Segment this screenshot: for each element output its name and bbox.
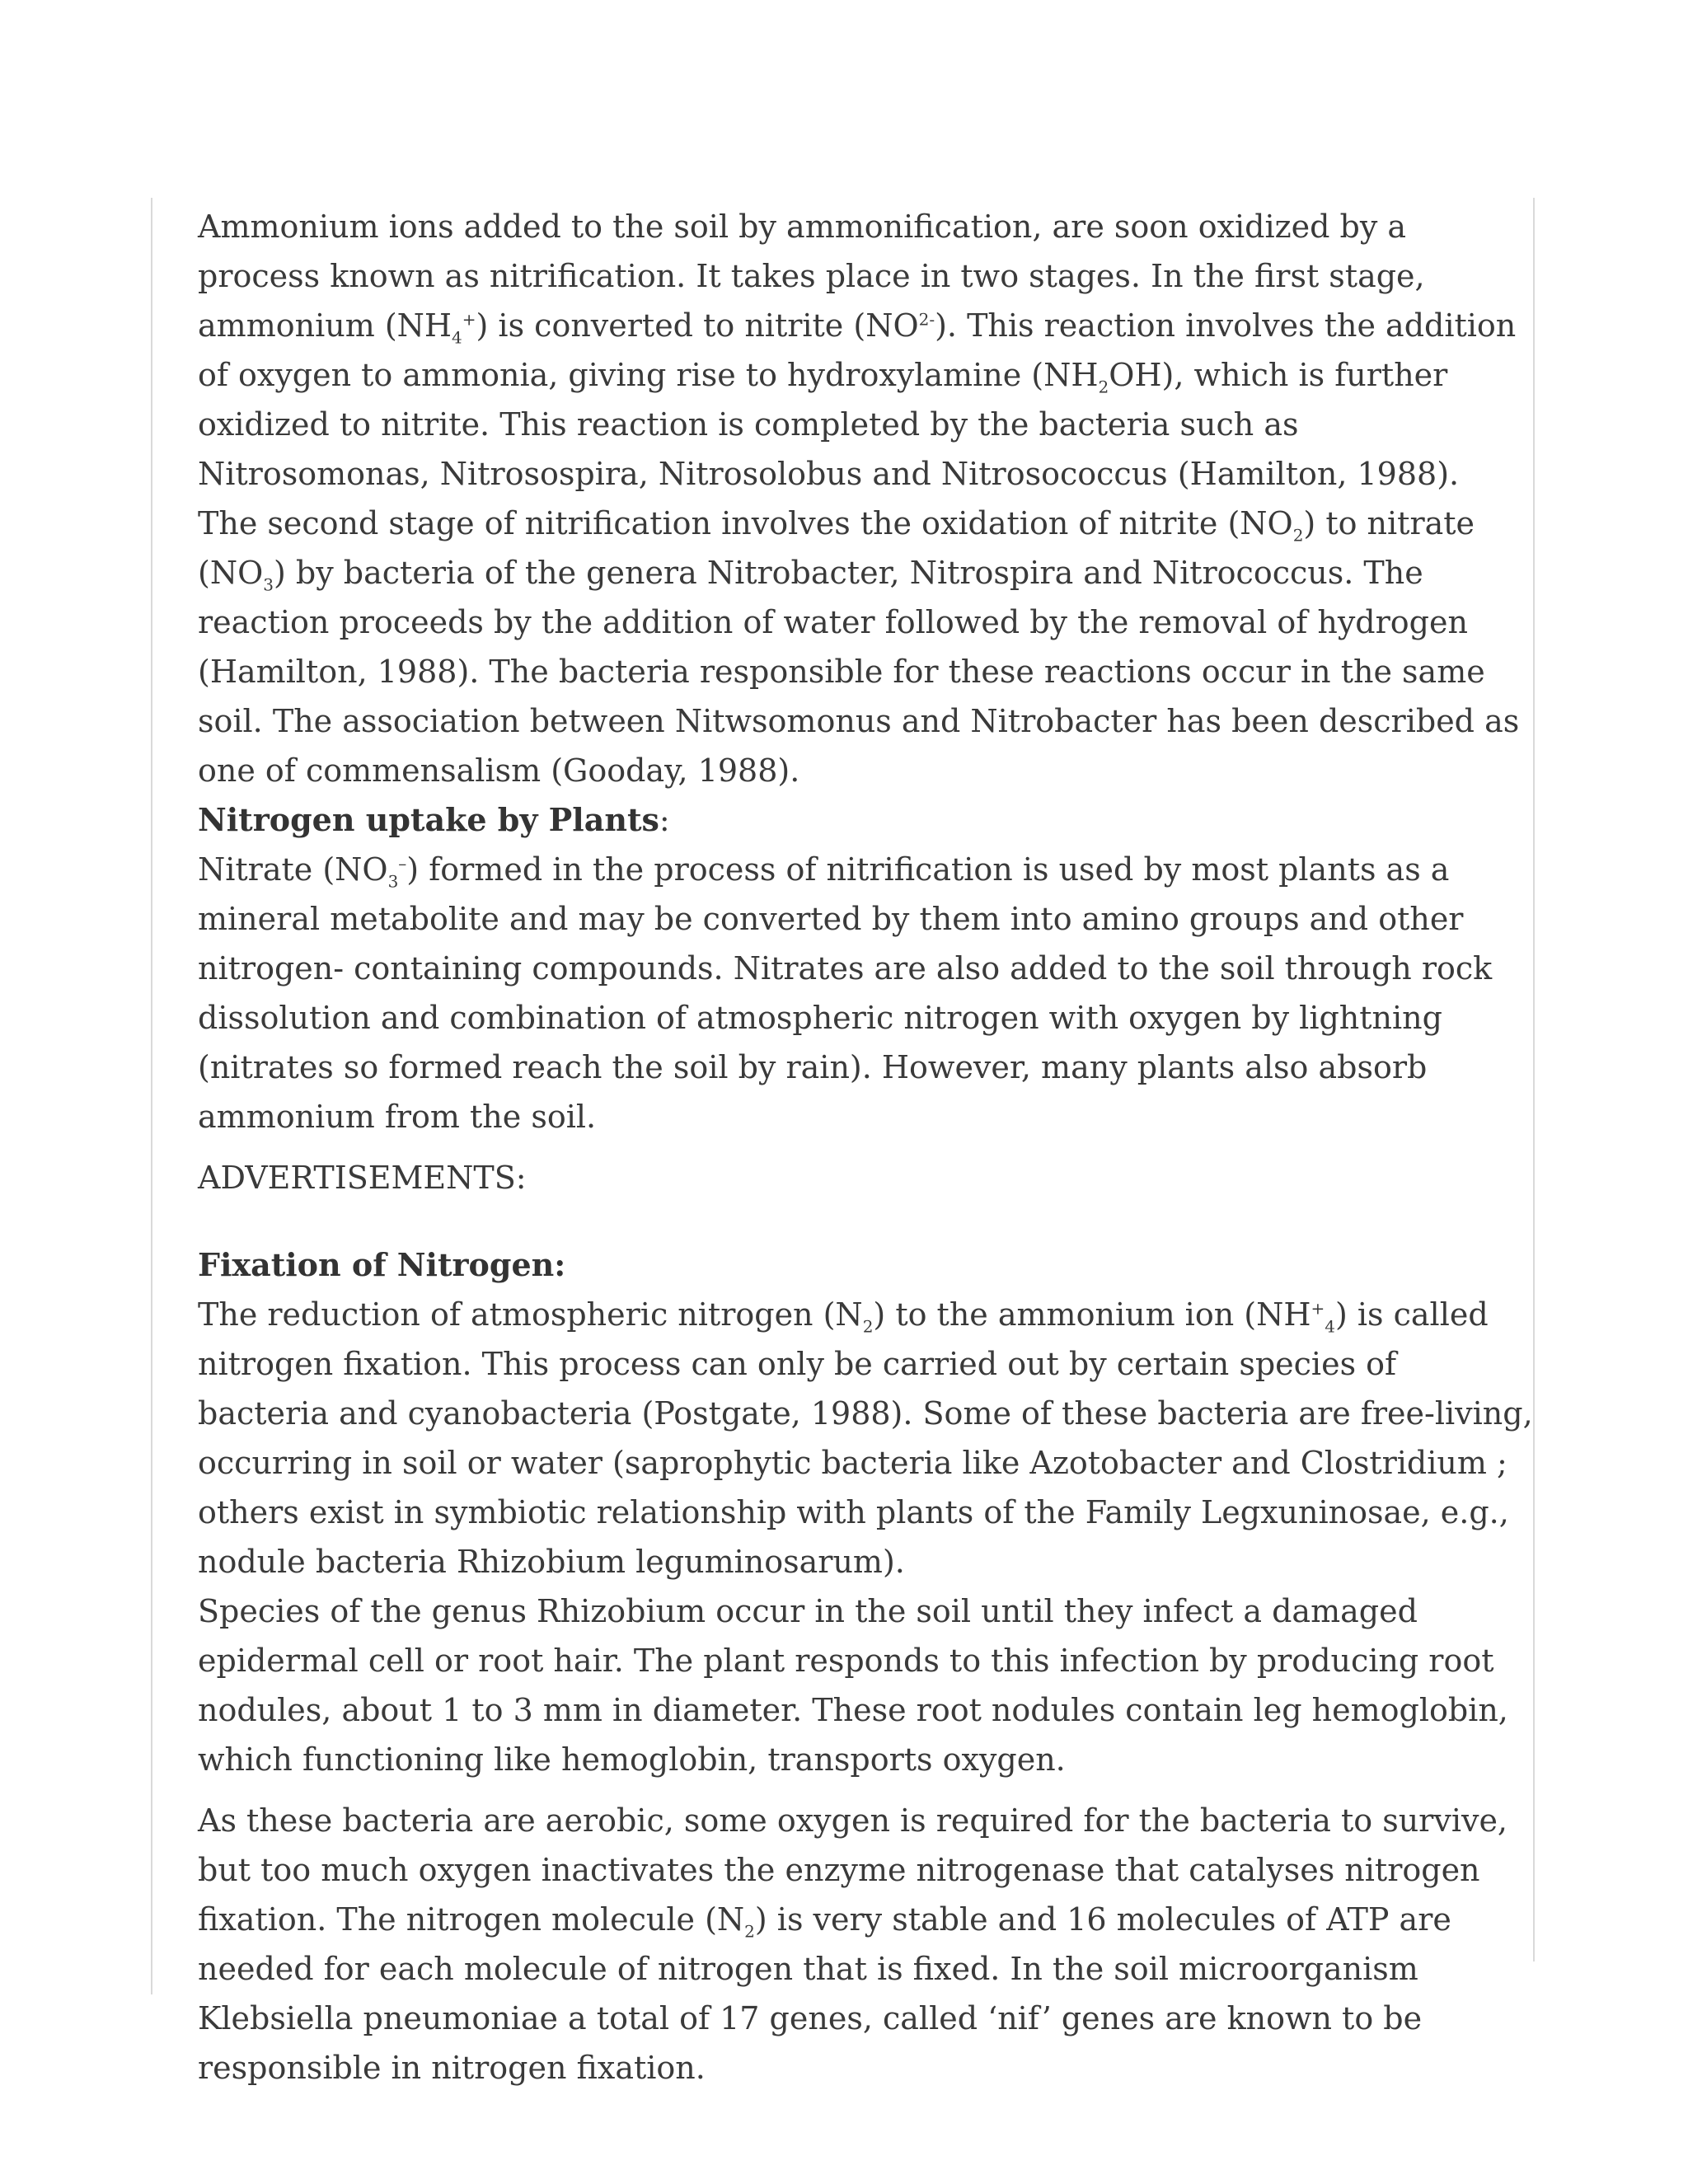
right-margin-rule — [1533, 198, 1535, 1961]
paragraph-rhizobium: Species of the genus Rhizobium occur in the soil until they infect a damaged epidermal cell or root hair. The plant responds to this infection by producing root nodules, about 1 to 3 mm in diameter. These root nodules contain leg hemoglobin, which functioning like hemoglobin, transports oxygen. — [198, 1593, 1508, 1778]
paragraph-nitrogen-fixation: The reduction of atmospheric nitrogen $(N_2)$ to the ammonium ion $(NH^+_4)$ is called nitrogen fixation. This process can only be carried out by certain species of bacteria and cyanobacteria (Postgate, 1988). Some of these bacteria are free-living, occurring in soil or water (saprophytic bacteria like Azotobacter and Clostridium ; others exist in symbiotic relationship with plants of the Family Legxuninosae, e.g., nodule bacteria Rhizobium leguminosarum). — [198, 1296, 1533, 1580]
paragraph-aerobic-bacteria: As these bacteria are aerobic, some oxygen is required for the bacteria to survive, but too much oxygen inactivates the enzyme nitrogenase that catalyses nitrogen fixation. The nitrogen molecule $(N_2)$ is very stable and 16 molecules of ATP are needed for each molecule of nitrogen that is fixed. In the soil microorganism Klebsiella pneumoniae a total of 17 genes, called ‘nif’ genes are known to be responsible in nitrogen fixation. — [198, 1802, 1508, 2086]
paragraph-nitrogen-uptake: Nitrate $(NO_3^-)$ formed in the process of nitrification is used by most plants as a mineral metabolite and may be converted by them into amino groups and other nitrogen- containing compounds. Nitrates are also added to the soil through rock dissolution and combination of atmospheric nitrogen with oxygen by lightning (nitrates so formed reach the soil by rain). However, many plants also absorb ammonium from the soil. — [198, 851, 1493, 1135]
paragraph-nitrification-stage-two: The second stage of nitrification involves the oxidation of nitrite $(NO_2)$ to nitrate $(NO_3)$ by bacteria of the genera Nitrobacter, Nitrospira and Nitrococcus. The reaction proceeds by the addition of water followed by the removal of hydrogen (Hamilton, 1988). The bacteria responsible for these reactions occur in the same soil. The association between Nitwsomonus and Nitrobacter has been described as one of commensalism (Gooday, 1988). — [198, 505, 1520, 789]
left-margin-rule — [151, 198, 152, 1994]
advertisements-label: ADVERTISEMENTS: — [198, 1160, 527, 1196]
article-body — [198, 202, 1533, 2093]
heading-nitrogen-uptake: Nitrogen uptake by Plants: — [198, 801, 670, 838]
heading-fixation-of-nitrogen: Fixation of Nitrogen: — [198, 1246, 566, 1283]
paragraph-nitrification-stage-one: Ammonium ions added to the soil by ammonification, are soon oxidized by a process known as nitrification. It takes place in two stages. In the first stage, ammonium $(NH_4^+)$ is converted to nitrite $(NO^{2-})$. This reaction involves the addition of oxygen to ammonia, giving rise to hydroxylamine $(NH_2OH)$, which is further oxidized to nitrite. This reaction is completed by the bacteria such as Nitrosomonas, Nitrosospira, Nitrosolobus and Nitrosococcus (Hamilton, 1988). — [198, 209, 1517, 492]
